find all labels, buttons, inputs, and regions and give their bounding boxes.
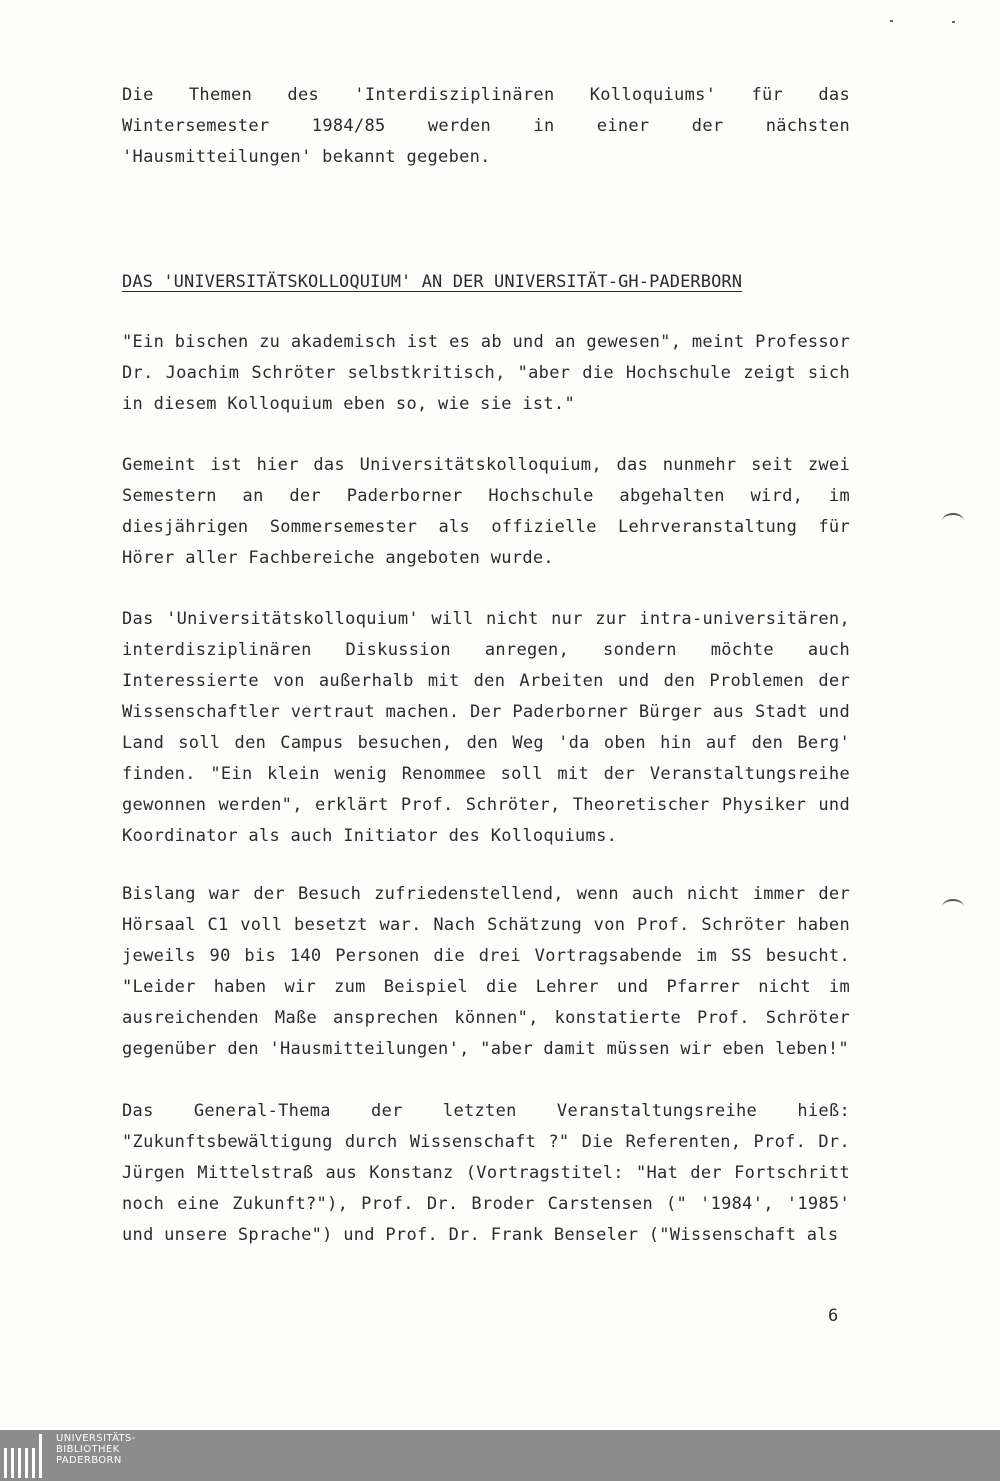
paragraph: Bislang war der Besuch zufriedenstellend, wenn auch nicht immer der Hörsaal C1 voll besetzt war. Nach Schätzung von Prof. Schröter haben jeweils 90 bis 140 Personen die drei Vortragsabende im SS besucht. "Leider haben wir zum Beispiel die Lehrer und Pfarrer nicht im ausreichenden Maße ansprechen können", konstatierte Prof. Schröter gegenüber den 'Hausmitteilungen', "aber damit müssen wir eben leben!" (122, 884, 850, 1059)
punch-hole-mark (942, 513, 964, 529)
scan-speck (890, 20, 893, 22)
library-logo-icon (4, 1434, 52, 1478)
paragraph: Das 'Universitätskolloquium' will nicht nur zur intra-universitären, interdisziplinären Diskussion anregen, sondern möchte auch Interessierte von außerhalb mit den Arbeiten und den Problemen der Wissenschaftler vertraut machen. Der Paderborner Bürger aus Stadt und Land soll den Campus besuchen, den Weg 'da oben hin auf den Berg' finden. "Ein klein wenig Renommee soll mit der Veranstaltungsreihe gewonnen werden", erklärt Prof. Schröter, Theoretischer Physiker und Koordinator als auch Initiator des Kolloquiums. (122, 609, 850, 846)
page-number: 6 (828, 1306, 839, 1326)
library-name-line: PADERBORN (56, 1455, 122, 1466)
scan-speck (952, 21, 955, 23)
paragraph: Gemeint ist hier das Universitätskolloquium, das nunmehr seit zwei Semestern an der Paderborner Hochschule abgehalten wird, im diesjährigen Sommersemester als offizielle Lehrveranstaltung für Hörer aller Fachbereiche angeboten wurde. (122, 455, 850, 568)
paragraph: "Ein bischen zu akademisch ist es ab und an gewesen", meint Professor Dr. Joachim Schröter selbstkritisch, "aber die Hochschule zeigt sich in diesem Kolloquium eben so, wie sie ist." (122, 332, 850, 414)
intro-paragraph: Die Themen des 'Interdisziplinären Kolloquiums' für das Wintersemester 1984/85 werden in einer der nächsten 'Hausmitteilungen' bekannt gegeben. (122, 85, 850, 167)
punch-hole-mark (942, 899, 964, 915)
section-heading: DAS 'UNIVERSITÄTSKOLLOQUIUM' AN DER UNIVERSITÄT-GH-PADERBORN (122, 272, 743, 292)
library-name-line: UNIVERSITÄTS- (56, 1433, 136, 1444)
library-footer-bar (0, 1430, 1000, 1481)
paragraph: Das General-Thema der letzten Veranstaltungsreihe hieß: "Zukunftsbewältigung durch Wissenschaft ?" Die Referenten, Prof. Dr. Jürgen Mittelstraß aus Konstanz (Vortragstitel: "Hat der Fortschritt noch eine Zukunft?"), Prof. Dr. Broder Carstensen (" '1984', '1985' und unsere Sprache") und Prof. Dr. Frank Benseler ("Wissenschaft als (122, 1101, 850, 1245)
library-name-line: BIBLIOTHEK (56, 1444, 120, 1455)
library-name (56, 1433, 136, 1466)
